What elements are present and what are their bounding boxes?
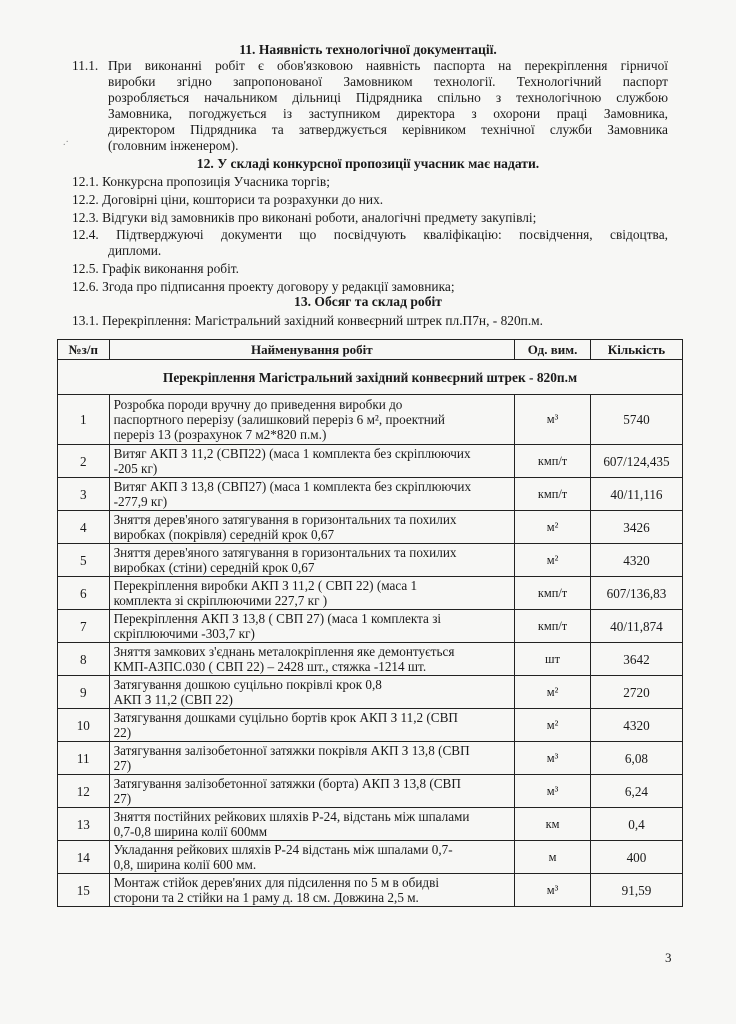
- quantity: 6,08: [590, 742, 682, 775]
- work-name-line: Затягування залізобетонної затяжки покрівля АКП З 13,8 (СВП: [113, 743, 470, 758]
- work-name-line: паспортного перерізу (залишковий переріз 6 м², проектний: [113, 412, 445, 427]
- table-row: [58, 841, 683, 874]
- work-name: [109, 808, 515, 841]
- work-name: [109, 874, 515, 907]
- paragraph-line: розробляється начальником дільниці Підрядника спільно з технологічною службою: [108, 90, 668, 105]
- work-name-line: Монтаж стійок дерев'яних для підсилення по 5 м в обидві: [113, 875, 439, 890]
- quantity: 5740: [590, 395, 682, 445]
- work-name-line: АКП З 11,2 (СВП 22): [113, 692, 233, 707]
- table-row: [58, 544, 683, 577]
- work-name: [109, 643, 515, 676]
- quantity: 607/136,83: [590, 577, 682, 610]
- section-11-paragraph: [108, 58, 668, 154]
- row-number: 8: [58, 643, 110, 676]
- paragraph-line: 12.4. Підтверджуючі документи що посвідчують кваліфікацію: посвідчення, свідоцтва,: [72, 227, 668, 242]
- work-name-line: 0,8, ширина колії 600 мм.: [113, 857, 257, 872]
- header-name: Найменування робіт: [109, 340, 515, 360]
- unit: м³: [515, 395, 591, 445]
- work-name-line: переріз 13 (розрахунок 7 м2*820 п.м.): [113, 427, 327, 442]
- scan-mark: .·: [63, 137, 69, 148]
- unit: кмп/т: [515, 445, 591, 478]
- work-name-line: 27): [113, 758, 132, 773]
- section-12-item-continuation: дипломи.: [108, 243, 162, 258]
- row-number: 5: [58, 544, 110, 577]
- section-12-item-4: [72, 227, 668, 243]
- table-row: [58, 478, 683, 511]
- page-number: 3: [665, 950, 672, 965]
- work-name-line: 22): [113, 725, 132, 740]
- work-name-line: 0,7-0,8 ширина колії 600мм: [113, 824, 268, 839]
- row-number: 11: [58, 742, 110, 775]
- quantity: 4320: [590, 709, 682, 742]
- quantity: 91,59: [590, 874, 682, 907]
- quantity: 4320: [590, 544, 682, 577]
- paragraph-line: (головним інженером).: [108, 138, 239, 153]
- unit: м²: [515, 676, 591, 709]
- quantity: 40/11,874: [590, 610, 682, 643]
- paragraph-line: виробки згідно запропонованої Замовником технології. Технологічний паспорт: [108, 74, 668, 89]
- work-name: [109, 775, 515, 808]
- unit: м²: [515, 511, 591, 544]
- work-name-line: Зняття дерев'яного затягування в горизонтальних та похилих: [113, 512, 457, 527]
- quantity: 607/124,435: [590, 445, 682, 478]
- row-number: 2: [58, 445, 110, 478]
- work-name-line: Витяг АКП З 11,2 (СВП22) (маса 1 комплекта без скріплюючих: [113, 446, 471, 461]
- table-row: [58, 395, 683, 445]
- row-number: 7: [58, 610, 110, 643]
- work-name: [109, 610, 515, 643]
- section-title-row: [58, 360, 683, 395]
- table-row: [58, 511, 683, 544]
- unit: м: [515, 841, 591, 874]
- unit: шт: [515, 643, 591, 676]
- row-number: 13: [58, 808, 110, 841]
- table-row: [58, 874, 683, 907]
- header-unit: Од. вим.: [515, 340, 591, 360]
- row-number: 3: [58, 478, 110, 511]
- work-name-line: виробках (стіни) середній крок 0,67: [113, 560, 315, 575]
- row-number: 14: [58, 841, 110, 874]
- row-number: 1: [58, 395, 110, 445]
- unit: м²: [515, 709, 591, 742]
- work-name: [109, 511, 515, 544]
- table-row: [58, 610, 683, 643]
- section-12-item: 12.6. Згода про підписання проекту договору у редакції замовника;: [72, 279, 455, 294]
- section-12-item: 12.5. Графік виконання робіт.: [72, 261, 239, 276]
- work-name-line: сторони та 2 стійки на 1 раму д. 18 см. Довжина 2,5 м.: [113, 890, 419, 905]
- work-name-line: виробках (покрівля) середній крок 0,67: [113, 527, 335, 542]
- table-row: [58, 577, 683, 610]
- quantity: 0,4: [590, 808, 682, 841]
- unit: кмп/т: [515, 610, 591, 643]
- work-name-line: Зняття дерев'яного затягування в горизонтальних та похилих: [113, 545, 457, 560]
- quantity: 400: [590, 841, 682, 874]
- section-12-heading: 12. У складі конкурсної пропозиції учасник має надати.: [196, 156, 540, 171]
- quantity: 3642: [590, 643, 682, 676]
- row-number: 4: [58, 511, 110, 544]
- work-name-line: 27): [113, 791, 132, 806]
- section-11-heading: 11. Наявність технологічної документації.: [239, 42, 497, 57]
- row-number: 12: [58, 775, 110, 808]
- section-12-item: 12.3. Відгуки від замовників про виконані роботи, аналогічні предмету закупівлі;: [72, 210, 537, 225]
- work-name-line: -277,9 кг): [113, 494, 168, 509]
- unit: м³: [515, 742, 591, 775]
- unit: м³: [515, 775, 591, 808]
- unit: кмп/т: [515, 478, 591, 511]
- work-name-line: Перекріплення АКП З 13,8 ( СВП 27) (маса 1 комплекта зі: [113, 611, 442, 626]
- work-name: [109, 577, 515, 610]
- quantity: 3426: [590, 511, 682, 544]
- work-name-line: Зняття замкових з'єднань металокріплення яке демонтується: [113, 644, 455, 659]
- work-name: [109, 395, 515, 445]
- quantity: 6,24: [590, 775, 682, 808]
- work-name-line: Затягування дошками суцільно бортів крок АКП З 11,2 (СВП: [113, 710, 458, 725]
- paragraph-line: директором Підрядника та затверджується керівником технічної служби Замовника: [108, 122, 668, 137]
- section-12-item: 12.2. Договірні ціни, кошториси та розрахунки до них.: [72, 192, 384, 207]
- table-section-title: Перекріплення Магістральний західний конвеєрний штрек - 820п.м: [58, 360, 683, 395]
- row-number: 6: [58, 577, 110, 610]
- work-name: [109, 478, 515, 511]
- paragraph-line: При виконанні робіт є обов'язковою наявність паспорта на перекріплення гірничої: [108, 58, 668, 73]
- table-row: [58, 709, 683, 742]
- section-13-heading: 13. Обсяг та склад робіт: [294, 294, 442, 309]
- table-row: [58, 742, 683, 775]
- row-number: 9: [58, 676, 110, 709]
- work-name-line: Укладання рейкових шляхів Р-24 відстань між шпалами 0,7-: [113, 842, 453, 857]
- work-name-line: Перекріплення виробки АКП З 11,2 ( СВП 22) (маса 1: [113, 578, 418, 593]
- quantity: 40/11,116: [590, 478, 682, 511]
- work-name: [109, 709, 515, 742]
- work-name: [109, 841, 515, 874]
- work-name-line: КМП-АЗПС.030 ( СВП 22) – 2428 шт., стяжка -1214 шт.: [113, 659, 427, 674]
- table-row: [58, 643, 683, 676]
- section-12-item: 12.1. Конкурсна пропозиція Учасника торгів;: [72, 174, 330, 189]
- table-row: [58, 676, 683, 709]
- work-name-line: Затягування дошкою суцільно покрівлі крок 0,8: [113, 677, 382, 692]
- work-name-line: комплекта зі скріплюючими 227,7 кг ): [113, 593, 328, 608]
- work-name: [109, 544, 515, 577]
- works-table: [57, 339, 683, 907]
- row-number: 15: [58, 874, 110, 907]
- work-name-line: Розробка породи вручну до приведення виробки до: [113, 397, 403, 412]
- header-number: №з/п: [58, 340, 110, 360]
- work-name: [109, 445, 515, 478]
- section-11-item-number: 11.1.: [72, 58, 99, 73]
- unit: м³: [515, 874, 591, 907]
- table-row: [58, 445, 683, 478]
- row-number: 10: [58, 709, 110, 742]
- work-name-line: Затягування залізобетонної затяжки (борта) АКП З 13,8 (СВП: [113, 776, 461, 791]
- work-name: [109, 676, 515, 709]
- table-row: [58, 808, 683, 841]
- table-row: [58, 775, 683, 808]
- work-name-line: -205 кг): [113, 461, 158, 476]
- table-header-row: [58, 340, 683, 360]
- quantity: 2720: [590, 676, 682, 709]
- work-name: [109, 742, 515, 775]
- section-13-item: 13.1. Перекріплення: Магістральний західний конвеєрний штрек пл.П7н, - 820п.м.: [72, 313, 544, 328]
- work-name-line: Зняття постійних рейкових шляхів Р-24, відстань між шпалами: [113, 809, 470, 824]
- paragraph-line: Замовника, погоджується із заступником директора з охорони праці Замовника,: [108, 106, 668, 121]
- work-name-line: скріплюючими -303,7 кг): [113, 626, 255, 641]
- header-quantity: Кількість: [590, 340, 682, 360]
- unit: км: [515, 808, 591, 841]
- work-name-line: Витяг АКП З 13,8 (СВП27) (маса 1 комплекта без скріплюючих: [113, 479, 472, 494]
- unit: кмп/т: [515, 577, 591, 610]
- unit: м²: [515, 544, 591, 577]
